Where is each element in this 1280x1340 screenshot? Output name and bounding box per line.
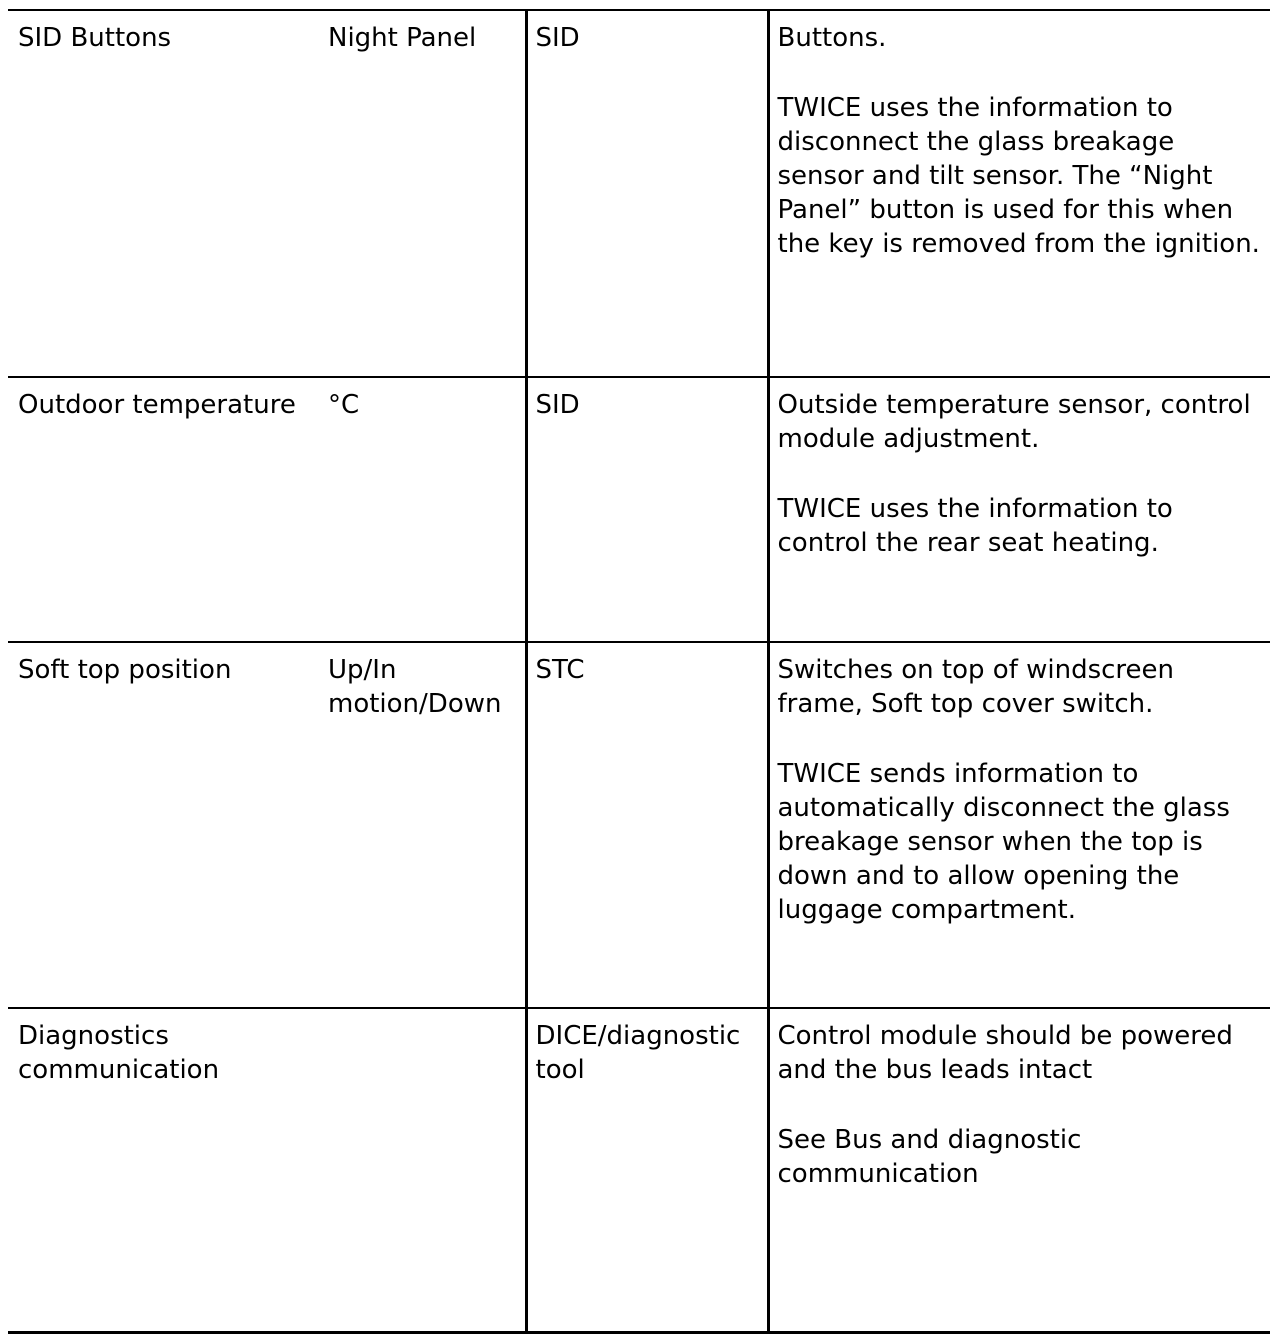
description-paragraph: Control module should be powered and the bus leads intact	[777, 1021, 1233, 1085]
table-row	[8, 377, 1270, 642]
signal-cell: Diagnostics communication	[8, 1008, 318, 1332]
description-paragraph: Switches on top of windscreen frame, Soft top cover switch.	[777, 655, 1175, 719]
description-cell	[768, 377, 1270, 642]
value-cell	[318, 1008, 526, 1332]
signal-cell: Outdoor temperature	[8, 377, 318, 642]
value-cell: Up/In motion/Down	[318, 642, 526, 1008]
description-cell	[768, 642, 1270, 1008]
description-paragraph: TWICE uses the information to disconnect the glass breakage sensor and tilt sensor. The “Night Panel” button is used for this when the key is removed from the ignition.	[777, 93, 1260, 259]
description-cell	[768, 10, 1270, 377]
source-cell: SID	[526, 377, 768, 642]
description-paragraph: TWICE uses the information to control the rear seat heating.	[777, 494, 1173, 558]
signal-cell: SID Buttons	[8, 10, 318, 377]
source-cell: SID	[526, 10, 768, 377]
table-row	[8, 642, 1270, 1008]
description-paragraph: See Bus and diagnostic communication	[777, 1125, 1082, 1189]
value-cell: °C	[318, 377, 526, 642]
source-cell: STC	[526, 642, 768, 1008]
description-paragraph: TWICE sends information to automatically disconnect the glass breakage sensor when the top is down and to allow opening the luggage compartment.	[777, 759, 1230, 925]
description-paragraph: Buttons.	[777, 23, 887, 53]
source-cell: DICE/diagnostic tool	[526, 1008, 768, 1332]
value-cell: Night Panel	[318, 10, 526, 377]
signal-cell: Soft top position	[8, 642, 318, 1008]
table-row	[8, 1008, 1270, 1332]
description-cell	[768, 1008, 1270, 1332]
table-row	[8, 10, 1270, 377]
description-paragraph: Outside temperature sensor, control module adjustment.	[777, 390, 1251, 454]
signal-table	[8, 9, 1270, 1334]
